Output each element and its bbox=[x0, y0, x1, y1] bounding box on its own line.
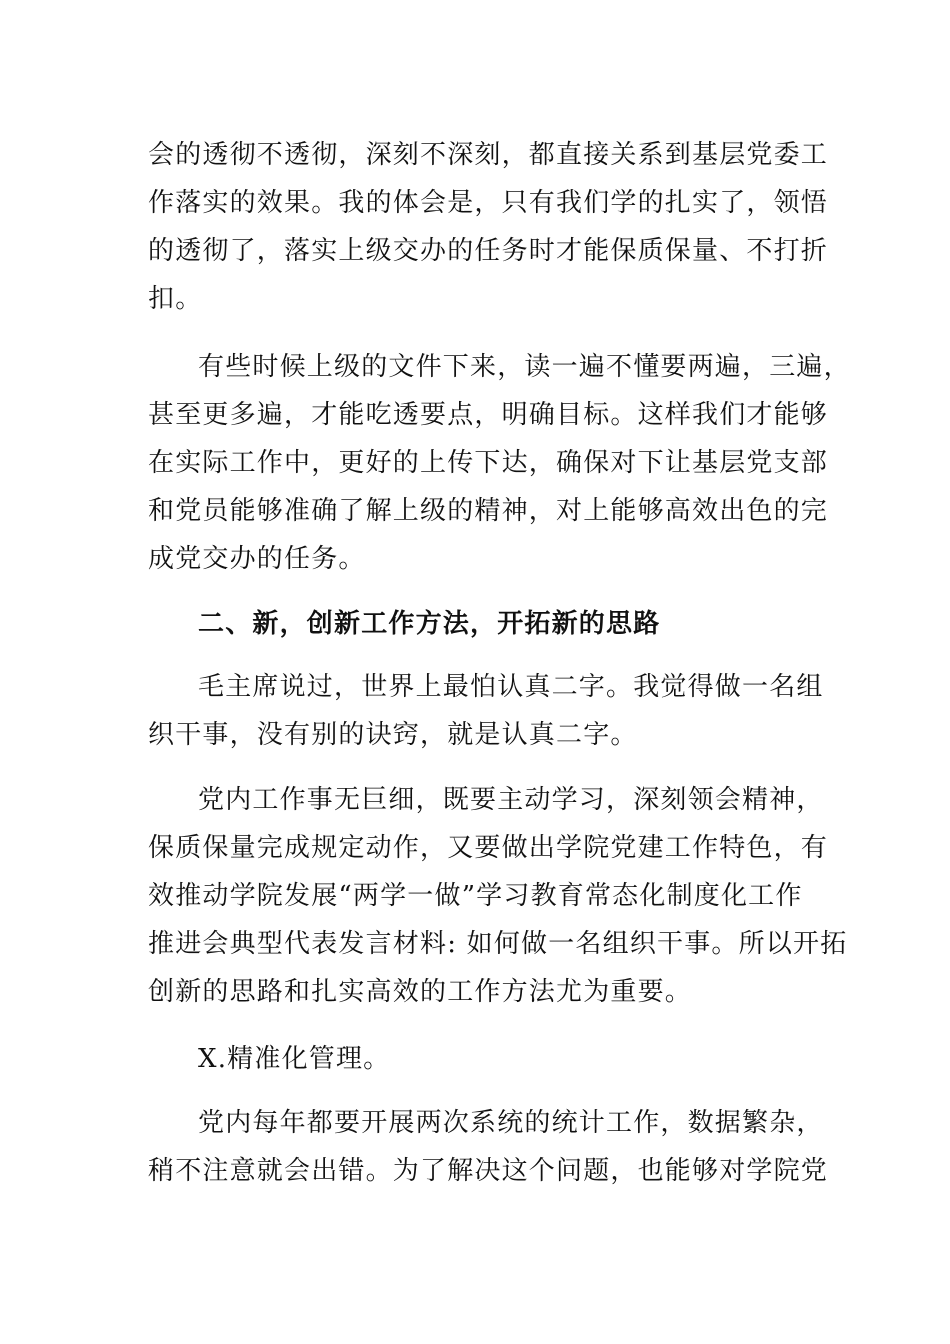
paragraph-line: 在实际工作中，更好的上传下达，确保对下让基层党支部 bbox=[148, 448, 829, 478]
paragraph-line: 党内工作事无巨细，既要主动学习，深刻领会精神， bbox=[198, 785, 824, 815]
paragraph-line: 作落实的效果。我的体会是，只有我们学的扎实了，领悟 bbox=[148, 188, 829, 218]
paragraph-line: 创新的思路和扎实高效的工作方法尤为重要。 bbox=[148, 977, 693, 1007]
paragraph-line: 扣。 bbox=[148, 284, 203, 314]
paragraph-line: 会的透彻不透彻，深刻不深刻，都直接关系到基层党委工 bbox=[148, 140, 829, 170]
paragraph-line: 成党交办的任务。 bbox=[148, 544, 366, 574]
paragraph-line: 保质保量完成规定动作，又要做出学院党建工作特色，有 bbox=[148, 833, 829, 863]
paragraph-line: 推进会典型代表发言材料: 如何做一名组织干事。所以开拓 bbox=[148, 929, 848, 959]
paragraph-line: 党内每年都要开展两次系统的统计工作，数据繁杂， bbox=[198, 1108, 824, 1138]
paragraph-line: 稍不注意就会出错。为了解决这个问题，也能够对学院党 bbox=[148, 1156, 829, 1186]
paragraph-line: 有些时候上级的文件下来，读一遍不懂要两遍，三遍， bbox=[198, 352, 851, 382]
paragraph-line: 的透彻了，落实上级交办的任务时才能保质保量、不打折 bbox=[148, 236, 829, 266]
paragraph-line: 效推动学院发展“两学一做”学习教育常态化制度化工作 bbox=[148, 881, 803, 911]
section-heading: 二、新，创新工作方法，开拓新的思路 bbox=[198, 609, 661, 639]
paragraph-line: 甚至更多遍，才能吃透要点，明确目标。这样我们才能够 bbox=[148, 400, 829, 430]
paragraph-line: 毛主席说过，世界上最怕认真二字。我觉得做一名组 bbox=[198, 672, 824, 702]
subsection-title: X.精准化管理。 bbox=[198, 1044, 391, 1074]
paragraph-line: 和党员能够准确了解上级的精神，对上能够高效出色的完 bbox=[148, 496, 829, 526]
paragraph-line: 织干事，没有别的诀窍，就是认真二字。 bbox=[148, 720, 638, 750]
